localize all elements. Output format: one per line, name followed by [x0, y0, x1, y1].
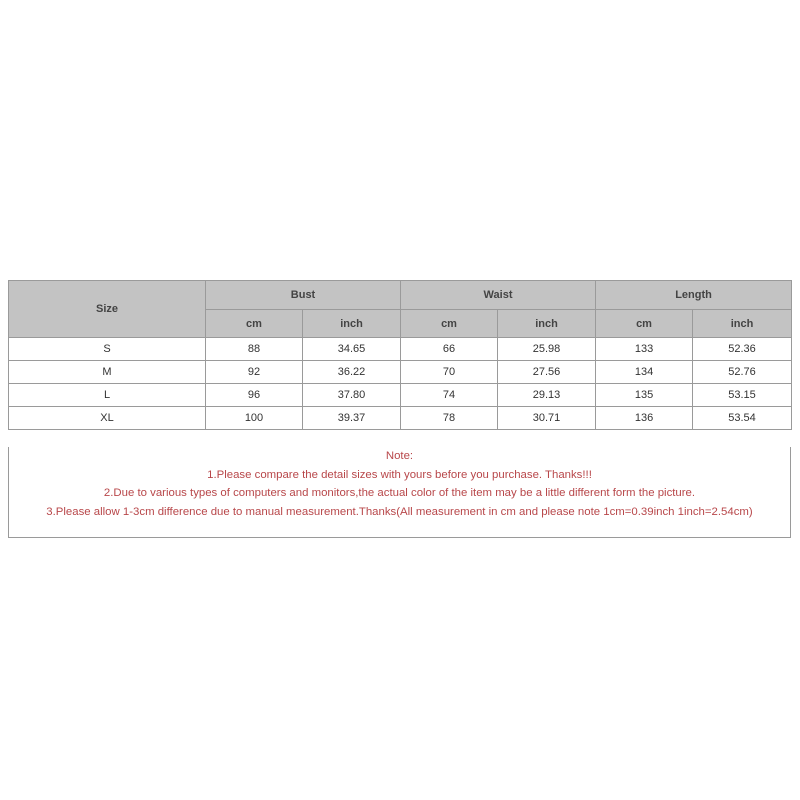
table-cell: M: [9, 361, 206, 384]
table-row: [9, 338, 792, 361]
table-cell: 133: [596, 338, 693, 361]
table-cell: 39.37: [303, 407, 401, 430]
table-cell: XL: [9, 407, 206, 430]
unit-header: cm: [206, 310, 303, 338]
table-cell: 53.54: [693, 407, 792, 430]
note-line: 2.Due to various types of computers and monitors,the actual color of the item may be a little different form the picture.: [103, 487, 696, 499]
table-cell: 30.71: [498, 407, 596, 430]
size-header: Size: [9, 281, 206, 338]
length-header: Length: [596, 281, 792, 310]
table-cell: 70: [401, 361, 498, 384]
table-cell: 134: [596, 361, 693, 384]
unit-header: inch: [498, 310, 596, 338]
unit-header: cm: [596, 310, 693, 338]
table-cell: 52.36: [693, 338, 792, 361]
note-line: 1.Please compare the detail sizes with yours before you purchase. Thanks!!!: [207, 468, 592, 481]
table-cell: 34.65: [303, 338, 401, 361]
table-cell: 74: [401, 384, 498, 407]
table-cell: 136: [596, 407, 693, 430]
unit-header: inch: [303, 310, 401, 338]
table-cell: 92: [206, 361, 303, 384]
table-cell: 36.22: [303, 361, 401, 384]
table-cell: 53.15: [693, 384, 792, 407]
note-title: Note:: [385, 450, 414, 462]
size-chart: [8, 280, 791, 538]
table-cell: 135: [596, 384, 693, 407]
unit-header: inch: [693, 310, 792, 338]
table-cell: 27.56: [498, 361, 596, 384]
notes-box: [8, 447, 791, 538]
table-cell: 66: [401, 338, 498, 361]
table-row: [9, 407, 792, 430]
table-row: [9, 361, 792, 384]
table-cell: L: [9, 384, 206, 407]
note-line: 3.Please allow 1-3cm difference due to manual measurement.Thanks(All measurement in cm and please note 1cm=0.39inch 1inch=2.54cm): [46, 505, 753, 518]
table-cell: 100: [206, 407, 303, 430]
size-table: [8, 280, 792, 430]
unit-header: cm: [401, 310, 498, 338]
table-row: [9, 384, 792, 407]
table-cell: 37.80: [303, 384, 401, 407]
table-cell: 52.76: [693, 361, 792, 384]
table-cell: 96: [206, 384, 303, 407]
table-cell: 29.13: [498, 384, 596, 407]
table-cell: S: [9, 338, 206, 361]
table-cell: 78: [401, 407, 498, 430]
table-cell: 88: [206, 338, 303, 361]
header-row-groups: [9, 281, 792, 310]
table-cell: 25.98: [498, 338, 596, 361]
waist-header: Waist: [401, 281, 596, 310]
bust-header: Bust: [206, 281, 401, 310]
